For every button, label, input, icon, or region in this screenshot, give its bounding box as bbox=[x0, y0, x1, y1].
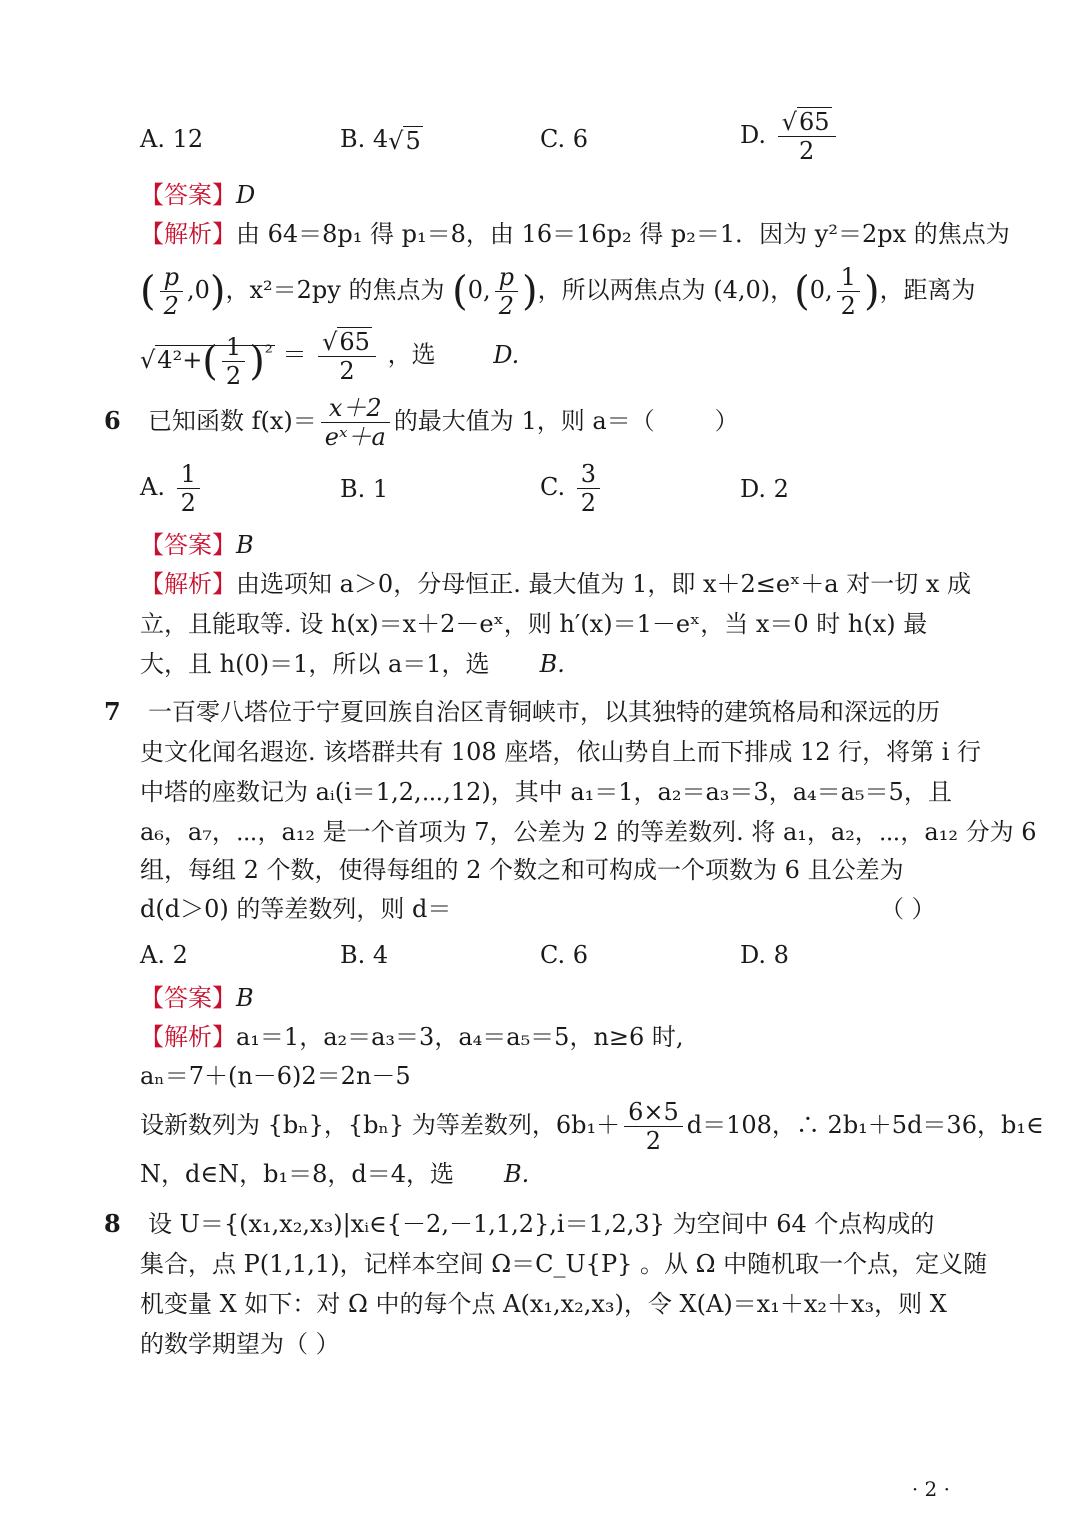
q5-l2-c: ,0 bbox=[186, 276, 210, 304]
q6-c-num: 3 bbox=[577, 460, 600, 489]
q5-analysis-text1: 由 64＝8p₁ 得 p₁＝8，由 16＝16p₂ 得 p₂＝1．因为 y²＝2px 的焦点为 bbox=[236, 220, 1010, 248]
q6-l3-a: 大，且 h(0)＝1，所以 a＝1，选 bbox=[140, 650, 490, 678]
q7-l9-den: 2 bbox=[645, 1127, 662, 1155]
q5-option-d-prefix: D. bbox=[740, 121, 767, 149]
q7-line2: 史文化闻名遐迩. 该塔群共有 108 座塔，依山势自上而下排成 12 行，将第 i 行 bbox=[140, 738, 982, 766]
q6-l3-b: B. bbox=[539, 650, 565, 678]
q7-l10-b: B. bbox=[504, 1160, 530, 1188]
q5-analysis-line1 bbox=[140, 217, 1010, 251]
q5-l3-h: ，选 bbox=[387, 340, 436, 369]
q5-answer-line bbox=[140, 178, 255, 212]
q7-line6 bbox=[140, 892, 451, 926]
q7-line3: 中塔的座数记为 aᵢ(i＝1,2,⋯,12)，其中 a₁＝1，a₂＝a₃＝3，a₄＝a₅＝5，且 bbox=[140, 778, 952, 806]
q6-option-c-prefix: C. bbox=[540, 473, 566, 501]
q6-option-a-prefix: A. bbox=[140, 473, 165, 501]
q7-analysis-tag: 【解析】 bbox=[140, 1023, 236, 1051]
q6-option-b: B. 1 bbox=[340, 475, 389, 503]
q5-l2-i: 0, bbox=[809, 276, 833, 304]
sqrt-symbol: √5 bbox=[388, 126, 421, 155]
q6-a-den: 2 bbox=[180, 489, 196, 517]
q7-option-a: A. 2 bbox=[140, 941, 188, 969]
q6-stem-den: eˣ＋a bbox=[324, 423, 386, 451]
q5-l3-c: 2 bbox=[225, 362, 242, 390]
q7-line6-a: d(d＞0) 的等差数列，则 d＝ bbox=[140, 895, 452, 923]
q7-line5: 组，每组 2 个数，使得每组的 2 个数之和可构成一个项数为 6 且公差为 bbox=[140, 856, 904, 884]
q6-option-d: D. 2 bbox=[740, 475, 789, 503]
q7-answer-line bbox=[140, 981, 254, 1015]
q8-line3: 机变量 X 如下：对 Ω 中的每个点 A(x₁,x₂,x₃)，令 X(A)＝x₁＋x₂＋x₃，则 X bbox=[140, 1290, 947, 1318]
q6-stem-a: 已知函数 f(x)＝ bbox=[148, 407, 317, 435]
q5-l3-i: D. bbox=[493, 340, 520, 369]
q7-answer-parens: （ ） bbox=[880, 895, 936, 923]
q8-line1: 设 U＝{(x₁,x₂,x₃)|xᵢ∈{－2,－1,1,2},i＝1,2,3} 为空间中 64 个点构成的 bbox=[148, 1210, 935, 1238]
q7-number: 7 bbox=[104, 697, 121, 726]
q7-l9-b: d＝108，∴ 2b₁＋5d＝36，b₁∈ bbox=[686, 1111, 1044, 1139]
q5-l3-b: 1 bbox=[222, 333, 245, 362]
q8-line2: 集合，点 P(1,1,1)，记样本空间 Ω＝C_U{P} 。从 Ω 中随机取一个点，定义随 bbox=[140, 1250, 988, 1278]
q7-option-b: B. 4 bbox=[340, 941, 389, 969]
q5-analysis-line2: ( $\frac{p}{2}$ ,0)，x²＝2py 的焦点为 (0, $\frac{p}{2}$ )，所以两焦点为 (4,0)，(0, $\frac{1}{2}$ )，距离为 bbox=[140, 263, 976, 320]
q5-option-b-radicand: 5 bbox=[405, 126, 421, 155]
q5-l2-j: 1 bbox=[837, 263, 860, 292]
q5-option-d-fraction: $\frac{√65}{2}$ bbox=[778, 108, 836, 165]
q5-option-d bbox=[740, 108, 840, 165]
q6-analysis-line1 bbox=[140, 567, 971, 601]
q5-d-num: 65 bbox=[798, 108, 830, 136]
q5-l3-f: 65 bbox=[339, 327, 370, 356]
q6-number: 6 bbox=[104, 406, 121, 435]
q5-analysis-line3: √4²+( $\frac{1}{2}$ )$^{^2}$ ＝ $\frac{√65}{2}$ ，选 D. bbox=[140, 327, 520, 390]
q5-answer-tag: 【答案】 bbox=[140, 181, 236, 209]
q5-l2-l: ，距离为 bbox=[879, 276, 976, 304]
q6-analysis-text1: 由选项知 a＞0，分母恒正. 最大值为 1，即 x＋2≤eˣ＋a 对一切 x 成 bbox=[236, 570, 972, 598]
q6-c-den: 2 bbox=[580, 489, 597, 517]
q5-option-b-prefix: B. 4 bbox=[340, 125, 389, 153]
q7-answer-tag: 【答案】 bbox=[140, 984, 236, 1012]
q6-stem-c: ） bbox=[714, 407, 739, 435]
q7-answer: B bbox=[236, 984, 254, 1012]
q5-l2-den: 2 bbox=[163, 292, 179, 320]
q5-l3-e: ＝ bbox=[282, 340, 307, 369]
q5-l2-num: p bbox=[160, 263, 183, 292]
q6-analysis-line3 bbox=[140, 647, 565, 681]
q7-l9-a: 设新数列为 {bₙ}，{bₙ} 为等差数列，6b₁＋ bbox=[140, 1111, 621, 1139]
q5-answer: D bbox=[236, 181, 256, 209]
q7-analysis-line2: aₙ＝7＋(n－6)2＝2n－5 bbox=[140, 1062, 411, 1090]
q5-l2-f: p bbox=[495, 263, 518, 292]
q5-l2-h: ，所以两焦点为 (4,0)， bbox=[537, 276, 795, 304]
q5-option-c: C. 6 bbox=[540, 125, 589, 153]
q5-d-den: 2 bbox=[798, 137, 815, 165]
q8-line4: 的数学期望为（ ） bbox=[140, 1330, 340, 1358]
q5-option-b bbox=[340, 122, 423, 158]
page-number: · 2 · bbox=[911, 1477, 950, 1501]
q7-line4: a₆，a₇，⋯，a₁₂ 是一个首项为 7，公差为 2 的等差数列. 将 a₁，a₂，⋯，a₁₂ 分为 6 bbox=[140, 818, 1037, 846]
q5-option-a: A. 12 bbox=[140, 125, 204, 153]
q7-line1: 一百零八塔位于宁夏回族自治区青铜峡市，以其独特的建筑格局和深远的历 bbox=[148, 698, 940, 726]
q6-analysis-tag: 【解析】 bbox=[140, 570, 236, 598]
q6-a-num: 1 bbox=[177, 460, 200, 489]
q6-answer-tag: 【答案】 bbox=[140, 531, 236, 559]
q6-answer-line bbox=[140, 528, 254, 562]
q5-l3-a: 4²+ bbox=[157, 346, 203, 374]
q6-analysis-line2: 立，且能取等. 设 h(x)＝x＋2－eˣ，则 h′(x)＝1－eˣ，当 x＝0 时 h(x) 最 bbox=[140, 610, 928, 638]
q7-option-d: D. 8 bbox=[740, 941, 789, 969]
q6-stem-num: x＋2 bbox=[321, 394, 390, 423]
q7-analysis-line1 bbox=[140, 1020, 684, 1054]
q5-analysis-tag: 【解析】 bbox=[140, 220, 236, 248]
q5-l2-e: 0, bbox=[467, 276, 491, 304]
q5-l2-k: 2 bbox=[840, 292, 856, 320]
q7-analysis-line3 bbox=[140, 1096, 1044, 1155]
q5-l2-d: ，x²＝2py 的焦点为 bbox=[225, 276, 445, 304]
q7-analysis-line4 bbox=[140, 1157, 529, 1191]
q8-number: 8 bbox=[104, 1209, 121, 1238]
q7-analysis-text1: a₁＝1，a₂＝a₃＝3，a₄＝a₅＝5，n≥6 时, bbox=[236, 1023, 684, 1051]
q5-l3-d: ² bbox=[264, 340, 273, 364]
q7-l9-num: 6×5 bbox=[624, 1098, 683, 1127]
q6-stem bbox=[148, 392, 739, 451]
q6-stem-b: 的最大值为 1，则 a＝（ bbox=[393, 407, 655, 435]
q7-option-c: C. 6 bbox=[540, 941, 589, 969]
q5-l3-g: 2 bbox=[339, 356, 355, 385]
q6-option-c bbox=[540, 460, 604, 517]
q6-option-a bbox=[140, 460, 204, 517]
q6-answer: B bbox=[236, 531, 254, 559]
q5-l2-g: 2 bbox=[498, 292, 514, 320]
q7-l10-a: N，d∈N，b₁＝8，d＝4，选 bbox=[140, 1160, 455, 1188]
